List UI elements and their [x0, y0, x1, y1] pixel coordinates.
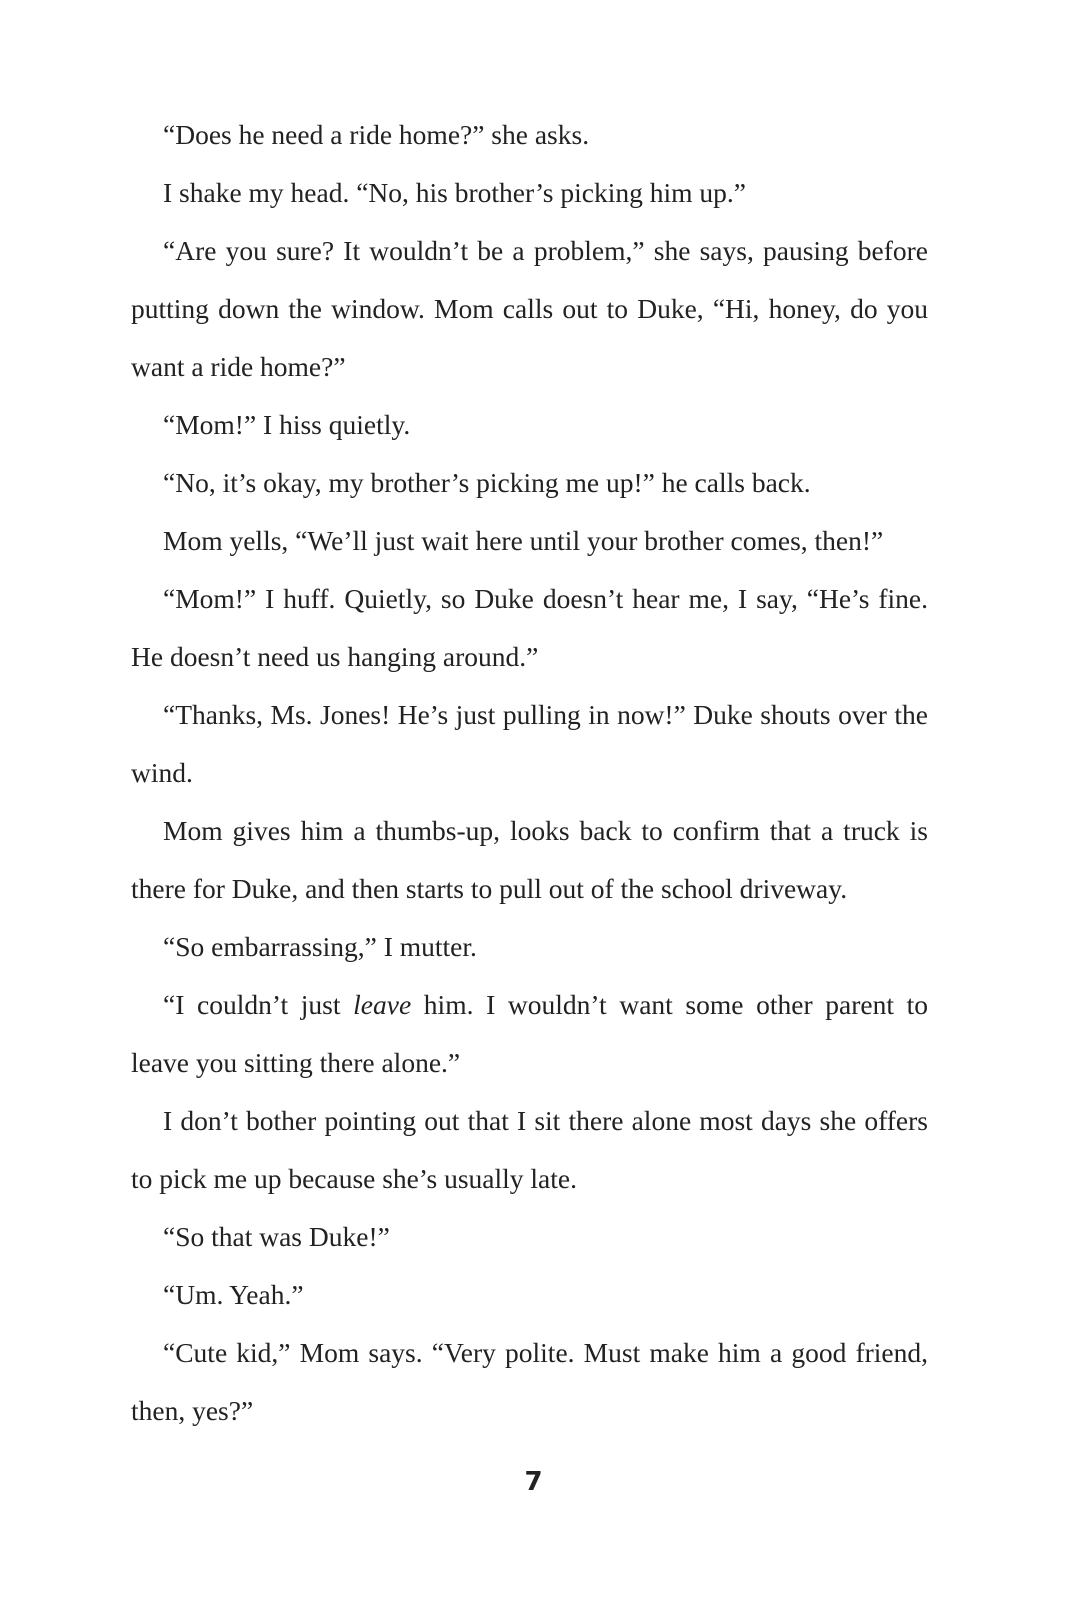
paragraph: Mom yells, “We’ll just wait here until your brother comes, then!” [163, 525, 884, 556]
body-text [131, 106, 928, 1440]
paragraph: “Mom!” I huff. Quietly, so Duke doesn’t hear me, I say, “He’s fine. He doesn’t need us hanging around.” [131, 583, 928, 672]
paragraph-text-before: “I couldn’t just [163, 989, 354, 1020]
paragraph-text-after: him. I wouldn’t want some other parent to leave you sitting there alone.” [131, 989, 928, 1078]
paragraph-with-emphasis [131, 976, 928, 1092]
paragraph: “Are you sure? It wouldn’t be a problem,” she says, pausing before putting down the window. Mom calls out to Duke, “Hi, honey, do you want a ride home?” [131, 235, 928, 382]
paragraph: “So embarrassing,” I mutter. [163, 931, 477, 962]
paragraph: “Mom!” I hiss quietly. [163, 409, 411, 440]
emphasized-word: leave [353, 989, 412, 1020]
paragraph: “Cute kid,” Mom says. “Very polite. Must make him a good friend, then, yes?” [131, 1337, 928, 1426]
paragraph: I don’t bother pointing out that I sit there alone most days she offers to pick me up because she’s usually late. [131, 1105, 928, 1194]
paragraph: “Does he need a ride home?” she asks. [163, 119, 590, 150]
paragraph: “No, it’s okay, my brother’s picking me up!” he calls back. [163, 467, 811, 498]
paragraph: “So that was Duke!” [163, 1221, 390, 1252]
paragraph: Mom gives him a thumbs-up, looks back to confirm that a truck is there for Duke, and then starts to pull out of the school driveway. [131, 815, 928, 904]
page-number: 7 [524, 1467, 543, 1497]
paragraph: I shake my head. “No, his brother’s picking him up.” [163, 177, 746, 208]
paragraph: “Thanks, Ms. Jones! He’s just pulling in now!” Duke shouts over the wind. [131, 699, 928, 788]
paragraph: “Um. Yeah.” [163, 1279, 304, 1310]
